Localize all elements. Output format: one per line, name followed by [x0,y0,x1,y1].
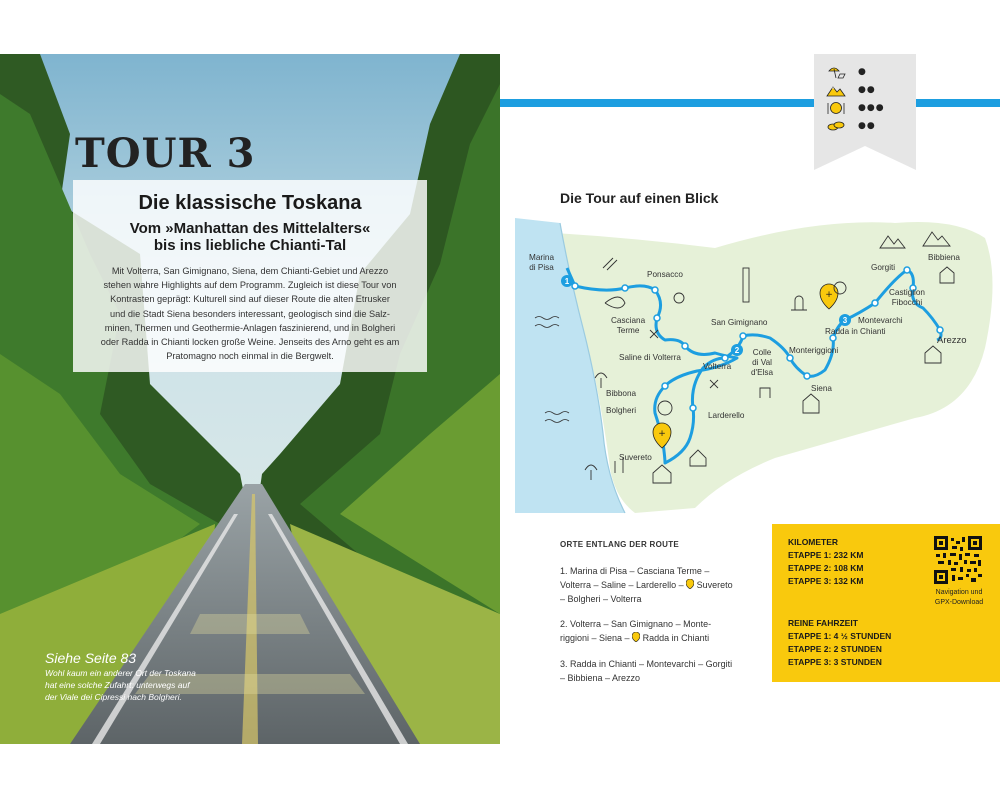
food-icon [826,101,846,115]
map-label-radda-in-chianti: Radda in Chianti [825,327,886,336]
map-label-bibbona: Bibbona [606,389,637,398]
time-heading: REINE FAHRZEIT [788,618,858,628]
map-label-bolgheri: Bolgheri [606,406,637,415]
time-stage-1: ETAPPE 1: 4 ½ STUNDEN [788,631,892,641]
route-map [515,208,1000,518]
map-label-suvereto: Suvereto [619,453,652,462]
route-line: 3. Radda in Chianti – Montevarchi – Gorgiti [560,659,733,669]
intro-subheading-line: Vom »Manhattan des Mittelalters« [129,220,371,237]
tour-title: TOUR 3 [75,130,256,177]
intro-text-line: minen, Thermen und Geothermie-Anlagen faszinierend, und in Bolgheri [104,322,396,333]
rating-row-mountain [826,82,906,98]
route-text: Volterra – Saline – Larderello – [560,580,687,590]
svg-text:+: + [825,290,833,300]
route-line: – Bibbiena – Arezzo [560,673,641,683]
mountain-icon [826,83,846,97]
route-stage-2 [560,617,760,645]
stage-badge-label: 2 [734,346,740,355]
map-label-saline: Saline di Volterra [619,353,681,362]
rating-dots: ●● [858,121,876,131]
map-label-marina-di-pisa: Marina di Pisa [529,253,555,272]
map-label-bibbiena: Bibbiena [928,253,960,262]
map-label-ponsacco: Ponsacco [647,270,683,279]
route-line [560,578,760,592]
photo-caption-title: Siehe Seite 83 [45,650,137,666]
intro-box [73,180,427,372]
route-line: – Bolgheri – Volterra [560,594,642,604]
land-area [555,222,993,513]
intro-text [87,264,413,363]
intro-text-line: oder Radda in Chianti locken große Weine. Jenseits des Arno geht es am [100,337,400,348]
route-line: 1. Marina di Pisa – Casciana Terme – [560,566,710,576]
map-label-larderello: Larderello [708,411,745,420]
photo-caption [45,667,215,703]
map-label-monteriggioni: Monteriggioni [789,346,839,355]
map-label-siena: Siena [811,384,832,393]
photo-caption-line: hat eine solche Zufahrt: unterwegs auf [45,680,190,690]
highlight-pin-icon [632,632,640,642]
qr-caption-line: GPX-Download [934,599,984,606]
route-list-heading: ORTE ENTLANG DER ROUTE [560,540,680,549]
coins-icon [826,119,846,133]
route-line [560,631,760,645]
intro-heading: Die klassische Toskana [138,192,362,214]
map-label-gorgiti: Gorgiti [871,263,896,272]
route-stage-3 [560,657,770,685]
rating-dots: ● [858,67,867,77]
intro-text-line: Pratomagno noch einmal in die Bergwelt. [166,351,334,362]
beach-icon [826,65,846,79]
intro-text-line: Kontrasten geprägt: Kulturell sind auf dieser Route die alten Etrusker [110,294,390,305]
map-label-colle-di-val-delsa: Colle di Val d'Elsa [751,348,774,377]
time-stage-2: ETAPPE 2: 2 STUNDEN [788,644,882,654]
svg-text:+: + [658,429,666,439]
route-highlight: Radda in Chianti [642,633,710,643]
map-label-casciana-terme: Casciana Terme [611,316,646,335]
map-label-arezzo: Arezzo [937,335,967,346]
intro-subheading-line: bis ins liebliche Chianti-Tal [153,237,347,254]
stage-badge-label: 1 [564,277,570,286]
qr-caption [922,588,996,608]
rating-row-beach [826,64,906,80]
km-stage-2: ETAPPE 2: 108 KM [788,563,864,573]
km-stage-1: ETAPPE 1: 232 KM [788,550,864,560]
blue-header-bar [500,99,814,107]
intro-text-line: und die Stadt Siena besonders interessant, geologisch sind die Salz- [110,308,390,319]
map-label-montevarchi: Montevarchi [858,316,903,325]
route-highlight: Suvereto [696,580,733,590]
route-stage-1 [560,564,760,606]
qr-caption-line: Navigation und [935,589,983,596]
rating-row-food [826,100,906,116]
photo-caption-line: Wohl kaum ein anderer Ort der Toskana [45,668,196,678]
intro-text-line: stehen wahre Highlights auf dem Programm. Zugleich ist diese Tour von [103,280,397,291]
map-label-san-gimignano: San Gimignano [711,318,768,327]
map-title: Die Tour auf einen Blick [560,190,719,206]
rating-dots: ●● [858,85,876,95]
rating-dots: ●●● [858,103,885,113]
rating-row-cost [826,118,906,134]
time-stage-3: ETAPPE 3: 3 STUNDEN [788,657,882,667]
tour-facts-box [772,524,1000,682]
km-heading: KILOMETER [788,537,839,547]
intro-subheading [73,220,427,254]
km-stage-3: ETAPPE 3: 132 KM [788,576,864,586]
intro-text-line: Mit Volterra, San Gimignano, Siena, dem Chianti-Gebiet und Arezzo [111,266,389,276]
stage-badge-label: 3 [842,316,848,325]
highlight-pin-icon [686,579,694,589]
photo-caption-line: der Viale dei Cipressi nach Bolgheri. [45,692,182,702]
map-label-volterra: Volterra [703,362,732,371]
route-text: riggioni – Siena – [560,633,633,643]
blue-header-bar [916,99,1000,107]
qr-code-icon[interactable] [934,536,982,584]
map-label-castiglion-fibocchi: Castiglion Fibocchi [889,288,925,307]
route-line: 2. Volterra – San Gimignano – Monte- [560,619,712,629]
